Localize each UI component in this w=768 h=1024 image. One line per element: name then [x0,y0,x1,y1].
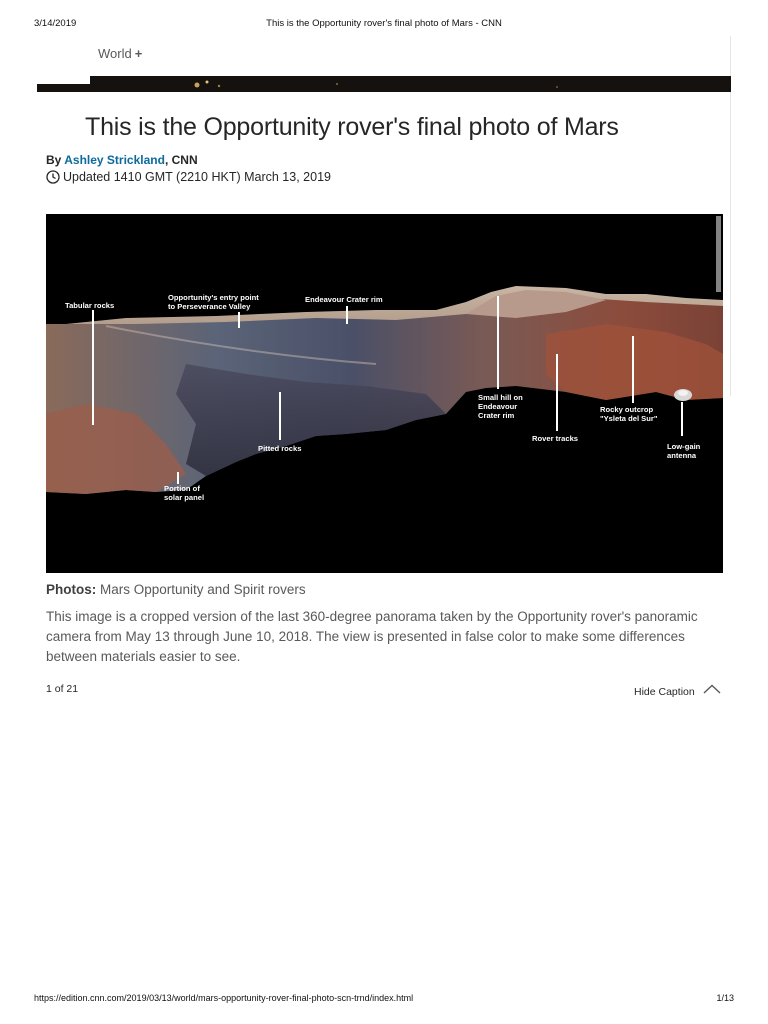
annotation-line-rocky-outcrop [632,336,634,403]
print-date: 3/14/2019 [34,18,77,29]
annotation-rover-tracks: Rover tracks [532,434,579,443]
mars-panorama-image [46,214,723,573]
print-page-number: 1/13 [716,993,734,1003]
annotation-small-hill: Small hill on Endeavour Crater rim [478,393,523,420]
print-footer [34,993,734,1005]
gallery-name: Mars Opportunity and Spirit rovers [100,582,306,597]
expand-plus-icon[interactable]: + [134,46,143,61]
annotation-tabular-rocks: Tabular rocks [65,301,115,310]
annotation-line-solar-panel [177,472,179,484]
annotation-pitted-rocks: Pitted rocks [258,444,302,453]
print-header [34,18,734,30]
annotation-low-gain: Low-gain antenna [667,442,701,460]
annotation-line-small-hill [497,296,499,389]
annotation-crater-rim: Endeavour Crater rim [305,295,383,304]
annotation-rocky-outcrop: Rocky outcrop "Ysleta del Sur" [600,405,658,423]
header-image-strip [37,76,731,92]
photos-label: Photos: [46,582,97,597]
gallery-source [46,582,306,597]
header-image-notch [37,76,90,84]
annotation-line-rover-tracks [556,354,558,431]
annotation-line-entry-point [238,312,240,328]
hide-caption-label: Hide Caption [634,686,695,698]
updated-text: Updated 1410 GMT (2210 HKT) March 13, 2019 [63,170,331,184]
clock-icon [46,170,60,184]
annotation-line-crater-rim [346,306,348,324]
gallery-photo[interactable] [46,214,723,573]
annotation-entry-point: Opportunity's entry point to Perseverance Valley [168,293,259,311]
print-url: https://edition.cnn.com/2019/03/13/world/mars-opportunity-rover-final-photo-scn-trnd/index.html [34,993,414,1003]
photo-caption: This image is a cropped version of the last 360-degree panorama taken by the Opportunity rover's panoramic camera from May 13 through June 10, 2018. The view is presented in false color to make some differences between materials easier to see. [46,609,698,664]
gallery-counter: 1 of 21 [46,683,79,695]
print-document-title: This is the Opportunity rover's final photo of Mars - CNN [266,18,502,29]
chevron-up-icon [703,684,721,694]
nav-section-label: World [98,46,132,61]
nav-section-world[interactable] [98,46,142,61]
page-title: This is the Opportunity rover's final photo of Mars [85,113,619,141]
annotation-line-low-gain [681,402,683,436]
annotation-solar-panel: Portion of solar panel [164,484,205,502]
author-link[interactable]: Ashley Strickland [64,153,165,167]
annotation-line-tabular-rocks [92,310,94,425]
byline-prefix: By [46,153,62,167]
byline-outlet: , CNN [164,153,198,167]
annotation-line-pitted-rocks [279,392,281,440]
byline [46,153,198,167]
hide-caption-button[interactable] [634,686,721,698]
updated-timestamp [46,170,331,184]
